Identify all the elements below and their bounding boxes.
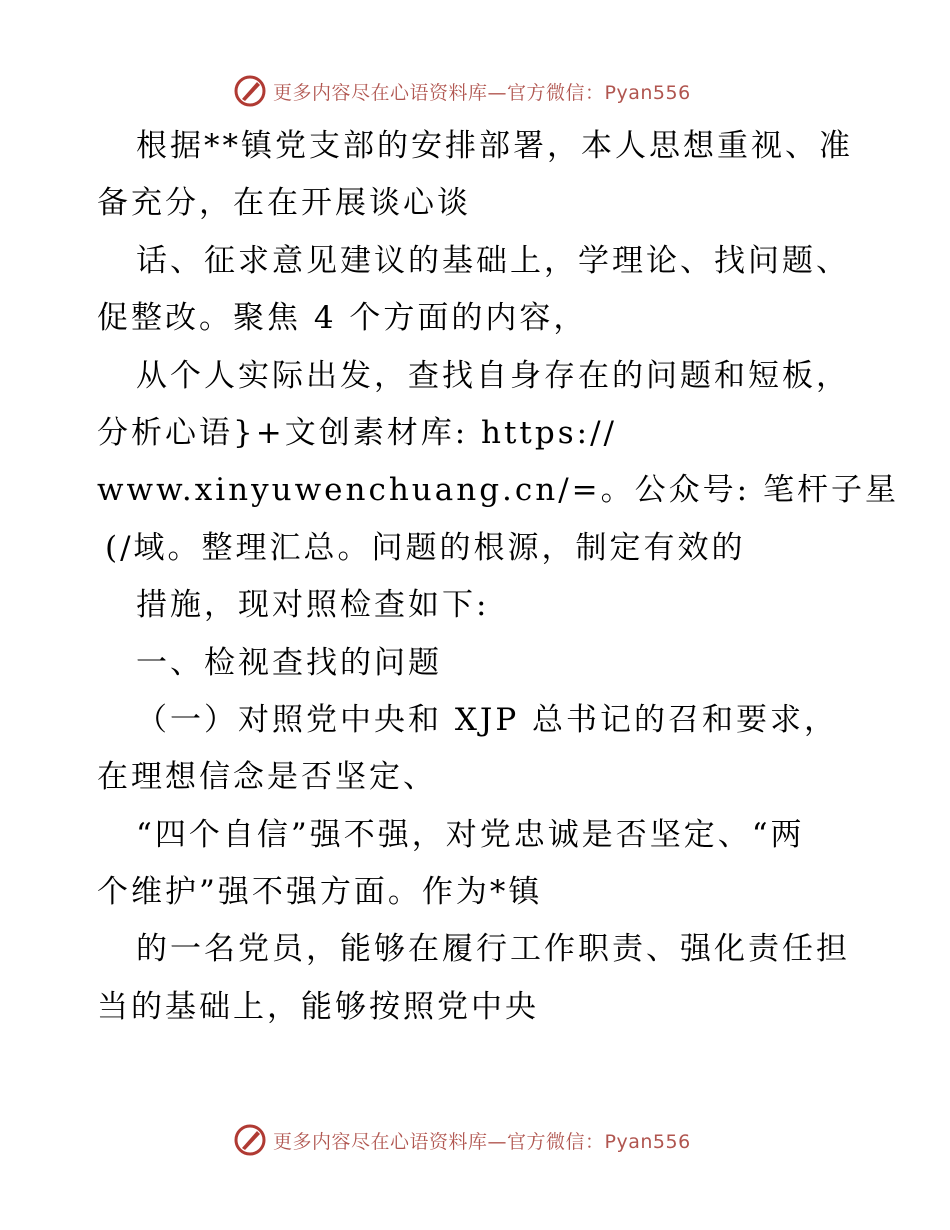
paragraph-line: 根据**镇党支部的安排部署，本人思想重视、准 — [136, 128, 853, 164]
subsection-heading: （一）对照党中央和 XJP 总书记的召和要求， — [136, 701, 839, 738]
quill-logo-icon — [233, 1123, 267, 1157]
paragraph-line: 从个人实际出发，查找自身存在的问题和短板， — [136, 357, 850, 394]
paragraph-line: “四个自信”强不强，对党忠诚是否坚定、“两 — [136, 816, 805, 853]
footer-banner-text: 更多内容尽在心语资料库—官方微信：Pyan556 — [273, 1130, 691, 1153]
section-heading: 一、检视查找的问题 — [136, 644, 442, 681]
paragraph-line: www.xinyuwenchuang.cn/=。公众号: 笔杆子星 — [97, 472, 899, 509]
paragraph-line: 备充分，在在开展谈心谈 — [97, 185, 471, 222]
paragraph-line: 在理想信念是否坚定、 — [97, 759, 437, 796]
quill-logo-icon — [233, 74, 267, 108]
paragraph-line: 促整改。聚焦 4 个方面的内容， — [97, 300, 588, 337]
paragraph-line: (/域。整理汇总。问题的根源，制定有效的 — [105, 529, 746, 566]
paragraph-line: 话、征求意见建议的基础上，学理论、找问题、 — [136, 242, 850, 279]
paragraph-line: 措施，现对照检查如下: — [136, 587, 490, 624]
paragraph-line: 的一名党员，能够在履行工作职责、强化责任担 — [136, 931, 850, 968]
header-banner — [233, 73, 691, 109]
footer-banner — [233, 1122, 691, 1158]
paragraph-line: 个维护”强不强方面。作为*镇 — [97, 874, 543, 911]
header-banner-text: 更多内容尽在心语资料库—官方微信：Pyan556 — [273, 81, 691, 104]
document-body — [97, 118, 899, 1036]
paragraph-line: 分析心语}+文创素材库: https:// — [97, 414, 617, 451]
paragraph-line: 当的基础上，能够按照党中央 — [97, 988, 539, 1025]
